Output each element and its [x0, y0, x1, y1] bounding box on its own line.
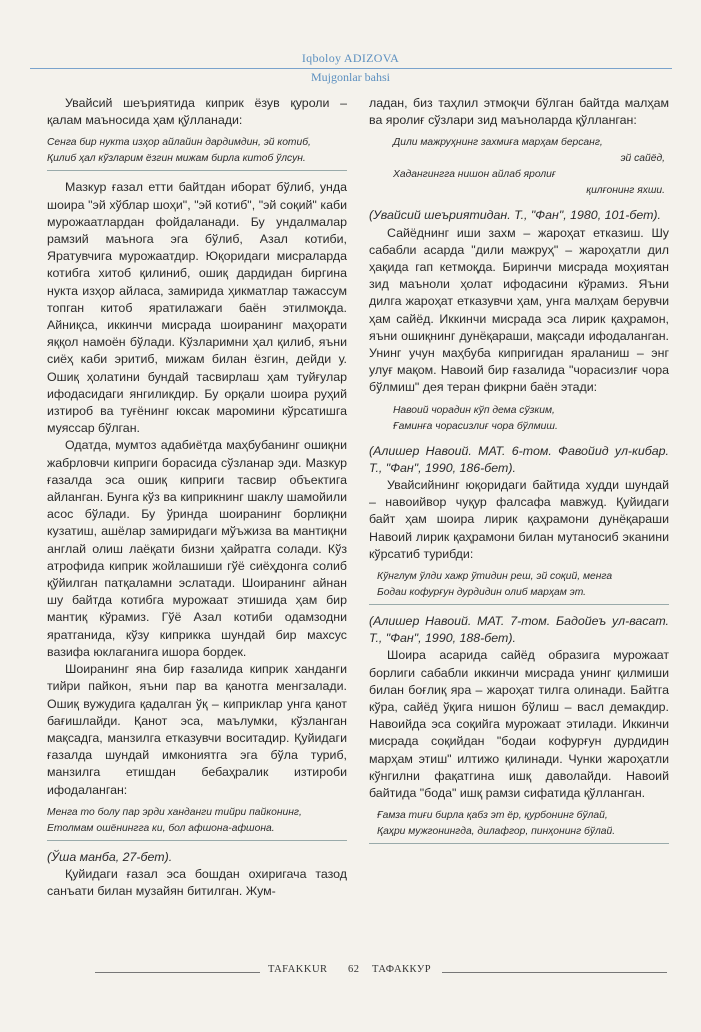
paragraph: Мазкур ғазал етти байтдан иборат бўлиб, унда шоира "эй хўблар шоҳи", "эй котиб", "эй соқий" каби мурожаатлардан фойдаланади. Бу ундалмалар рамзий маънога эга бўлиб, Азал котиби, Яратувчига мурожаатдир. Юқоридаги мисраларда котибга хитоб қилиниб, ошиқ дардидан биргина нукта изҳор айласа, замирида ҳикматлар тажассум топган китоб яратилажаги баён этилмоқда. Айниқса, иккинчи мисрада шоиранинг маҳорати яққол намоён бўлади. Кўзларимни ҳал қилиб, яъни сиёҳ каби эритиб, мижам билан ёзгин, дейди у. Ошиқ ҳолатини бундай тасвирлаш ҳам туйғулар ифодасидаги янгиликдир. Бу орқали шоира руҳий изтироб ва туғёнинг юксак маромини кўрсатишга муяссар бўлган.	[47, 180, 347, 436]
footer-journal-cyrillic: ТАФАККУР	[372, 964, 432, 975]
verse-line: Дили мажруҳнинг захмиға марҳам берсанг,	[393, 137, 603, 149]
verse-line: Бодаи кофурғун дурдидин олиб марҳам эт.	[377, 587, 587, 599]
verse-block	[369, 808, 669, 844]
verse-line: Етолмам ошёнингга ки, бол афшона-афшона.	[47, 822, 275, 834]
verse-line: Менга то болу пар эрди ханданги тийри пайконинг,	[47, 806, 302, 818]
source-citation: (Увайсий шеъриятидан. Т., "Фан", 1980, 101-бет).	[369, 208, 661, 223]
verse-block	[369, 135, 669, 199]
paragraph: Одатда, мумтоз адабиётда маҳбубанинг ошиқни жабрловчи киприги борасида сўзланар эди. Мазкур ғазалда эса ошиқ киприги тасвир объектига айланган. Бунга кўз ва киприкнинг шаклу шамойили асос бўлади. Бу ўринда шоиранинг борлиқни кузатиш, ашёлар замиридаги мўъжиза ва мантиқни англай олиш лаёқати бизни ҳайратга солади. Кўз атрофида киприк жойлашиши гўё сиёҳдонга солиб қўйилган патқаламни эслатади. Шоиранинг айнан шу байтда котибга мурожаат этишида ҳам бир мантиқ кўрамиз. Гўё Азал котиби одамзодни яратганида, кўзу киприкка шундай бир махсус вазифа юклаганига ишора бордек.	[47, 438, 347, 659]
page-footer	[0, 964, 701, 980]
verse-line: эй сайёд,	[620, 153, 665, 165]
verse-line: Навоий чорадин кўп дема сўзким,	[393, 404, 555, 416]
paragraph: Шоира асарида сайёд образига мурожаат борлиги сабабли иккинчи мисрада унинг қилмиши билан боғлиқ яра – жароҳат тилга олинади. Байтга кўра, сайёд ўқига нишон бўлиш – васл демакдир. Навоийда эса соқийга мурожаат этилади. Иккинчи мисрада соқийдан "бодаи кофурғун дурдидин марҳам этиш" илтижо қилинади. Чунки жароҳатли кўнгилни фақатгина ишқ даволайди. Навоий байтида "бода" ишқ рамзи сифатида қўлланган.	[369, 648, 669, 801]
verse-block	[369, 569, 669, 605]
paragraph: Шоиранинг яна бир ғазалида киприк ханданги тийри пайкон, яъни пар ва қанотга менгзалади. Ошиқ вужудига қадалган ўқ – киприклар унга қанот бағишлайди. Қанот эса, маълумки, кўзланган мақсадга, манзилга етказувчи воситадир. Қуйидаги ғазалда шундай имкониятга эга бўла туриб, манзилга етишдан бебаҳралик изтироби ифодаланган:	[47, 662, 347, 797]
header-divider	[30, 68, 672, 69]
verse-line: Ғамза тиғи бирла қабз эт ёр, қурбонинг бўлай,	[377, 810, 608, 822]
footer-journal-latin: TAFAKKUR	[268, 964, 328, 975]
verse-line: Қаҳри мужгонингда, дилафгор, пинҳонинг бўлай.	[377, 826, 616, 838]
verse-line: Сенга бир нукта изҳор айлайин дардимдин, эй котиб,	[47, 137, 311, 149]
verse-line: Кўнглум ўлди хажр ўтидин реш, эй соқий, менга	[377, 571, 613, 583]
verse-block	[47, 135, 347, 171]
verse-line: Қилиб ҳал кўзларим ёзгин мижам бирла китоб ўлсун.	[47, 153, 306, 165]
paragraph: Увайсий шеъриятида киприк ёзув қуроли – қалам маъносида ҳам қўлланади:	[47, 96, 347, 128]
page-number: 62	[348, 964, 360, 975]
footer-rule	[442, 972, 667, 973]
paragraph: ладан, биз таҳлил этмоқчи бўлган байтда малҳам ва яролиғ сўзлари зид маъноларда қўлланган:	[369, 96, 669, 128]
source-citation: (Алишер Навоий. МАТ. 6-том. Фавойид ул-кибар. Т., "Фан", 1990, 186-бет).	[369, 443, 669, 475]
verse-block	[369, 403, 669, 435]
source-citation: (Алишер Навоий. МАТ. 7-том. Бадойеъ ул-васат. Т., "Фан", 1990, 188-бет).	[369, 614, 669, 646]
verse-block	[47, 805, 347, 841]
header-subtitle: Mujgonlar bahsi	[311, 70, 390, 84]
footer-rule	[95, 972, 260, 973]
verse-line: Хадангингга нишон айлаб яролиғ	[393, 169, 556, 181]
header-author: Iqboloy ADIZOVA	[301, 51, 400, 65]
paragraph: Сайёднинг иши захм – жароҳат етказиш. Шу сабабли асарда "дили мажруҳ" – жароҳатли дил ҳақида гап кетмоқда. Биринчи мисрада моҳиятан зид маъноли ҳолат ифодасини кўрамиз. Яъни дилга жароҳат етказувчи ҳам, унга малҳам берувчи ҳам сайёд. Иккинчи мисрада эса лирик қаҳрамон, яъни ошиқнинг дунёқараши, мақсади ифодаланган. Унинг учун маҳбуба кипригидан яраланиш – энг улуғ мақом. Навоий бир ғазалида "чорасизлиғ чора бўлмиш" дея теран фикрни баён этади:	[369, 225, 669, 395]
source-citation: (Ўша манба, 27-бет).	[47, 849, 173, 864]
left-column	[47, 95, 347, 900]
right-column	[369, 95, 669, 852]
paragraph: Қуйидаги ғазал эса бошдан охиригача тазод санъати билан музайян битилган. Жум-	[47, 866, 347, 899]
paragraph: Увайсийнинг юқоридаги байтида худди шундай – навоийвор чуқур фалсафа мавжуд. Қуйидаги байт ҳам шоира лирик қаҳрамони дунёқараши Навоий лирик қаҳрамони билан мутаносиб эканини кўрсатиб турибди:	[369, 478, 669, 561]
verse-line: Ғаминға чорасизлиғ чора бўлмиш.	[393, 420, 558, 432]
verse-line: қилғонинг яхши.	[586, 185, 665, 197]
